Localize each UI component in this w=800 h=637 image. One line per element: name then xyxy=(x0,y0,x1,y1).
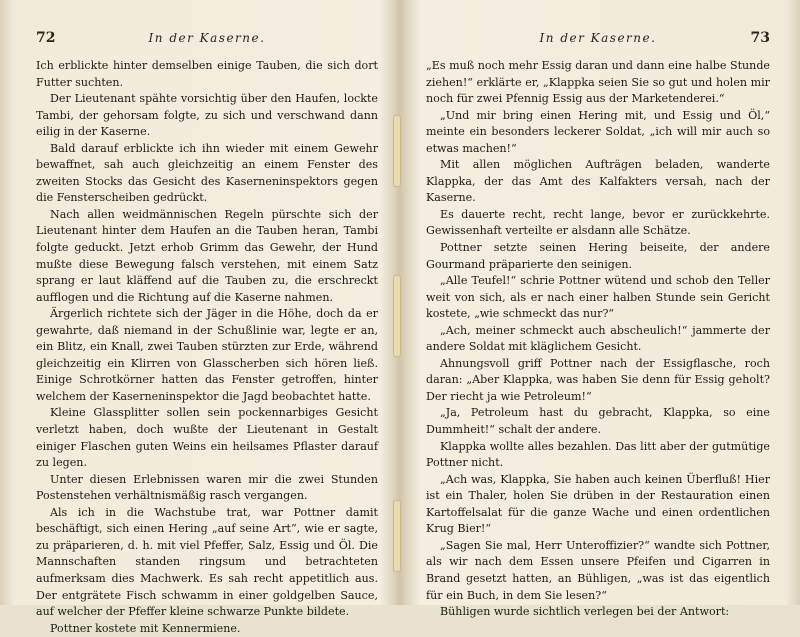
paragraph: Ich erblickte hinter demselben einige Tauben, die sich dort Futter suchten. xyxy=(36,59,378,89)
left-page-text xyxy=(36,58,378,637)
right-page xyxy=(400,0,800,619)
paragraph: Klappka wollte alles bezahlen. Das litt aber der gutmütige Pottner nicht. xyxy=(426,439,770,470)
paragraph: Kleine Glassplitter sollen sein pockennarbiges Gesicht verletzt haben, doch wußte der Lieutenant in Gestalt einiger Flaschen guten Weins ein heilsames Pflaster darauf zu legen. xyxy=(36,406,378,470)
paragraph: Nach allen weidmännischen Regeln pürschte sich der Lieutenant hinter dem Haufen an die Tauben heran, Tambi folgte geduckt. Jetzt erhob Grimm das Gewehr, der Hund mußte diese Bewegung falsch verstehen, mit einem Satz sprang er laut kläffend auf die Tauben zu, die erschreckt aufflogen und die Richtung auf die Kaserne nahmen. xyxy=(36,207,378,304)
page-number: 73 xyxy=(750,30,770,46)
paragraph: Mit allen möglichen Aufträgen beladen, wanderte Klappka, der das Amt des Kalfakters versah, nach der Kaserne. xyxy=(426,158,770,205)
paragraph: Bühligen wurde sichtlich verlegen bei der Antwort: xyxy=(440,605,730,619)
paragraph: „Und mir bring einen Hering mit, und Essig und Öl,“ meinte ein besonders leckerer Soldat, „ich will mir auch so etwas machen!“ xyxy=(426,108,770,155)
paragraph: „Ach was, Klappka, Sie haben auch keinen Überfluß! Hier ist ein Thaler, holen Sie drüben in der Restauration einen Kartoffelsalat für die ganze Wache und einen ordentlichen Krug Bier!“ xyxy=(426,472,770,536)
page-number: 72 xyxy=(36,30,56,46)
paragraph: „Ja, Petroleum hast du gebracht, Klappka, so eine Dummheit!“ schalt der andere. xyxy=(426,406,770,437)
paragraph: Es dauerte recht, recht lange, bevor er zurückkehrte. Gewissenhaft verteilte er alsdann alle Schätze. xyxy=(426,207,770,238)
running-title: In der Kaserne. xyxy=(539,31,657,45)
paragraph: Pottner setzte seinen Hering beiseite, der andere Gourmand präparierte den seinigen. xyxy=(426,241,770,271)
paragraph: „Es muß noch mehr Essig daran und dann eine halbe Stunde ziehen!“ erklärte er, „Klappka seien Sie so gut und holen mir noch für zwei Pfennig Essig aus der Marketenderei.“ xyxy=(426,59,770,106)
right-page-header xyxy=(426,30,770,50)
paragraph: Bald darauf erblickte ich ihn wieder mit einem Gewehr bewaffnet, sah auch gleichzeitig an einem Fenster des zweiten Stocks das Gesicht des Kaserneninspektors gegen die Fensterscheiben gedrückt. xyxy=(36,141,378,205)
paragraph: „Alle Teufel!“ schrie Pottner wütend und schob den Teller weit von sich, als er nach einer halben Stunde sein Gericht kostete, „wie schmeckt das nur?“ xyxy=(426,274,770,321)
running-title: In der Kaserne. xyxy=(148,31,266,45)
paragraph: „Sagen Sie mal, Herr Unteroffizier?“ wandte sich Pottner, als wir nach dem Essen unsere Pfeifen und Cigarren in Brand gesetzt hatten, an Bühligen, „was ist das eigentlich für ein Buch, in dem Sie lesen?“ xyxy=(426,538,770,602)
left-page-header xyxy=(36,30,378,50)
paragraph: Unter diesen Erlebnissen waren mir die zwei Stunden Postenstehen verhältnismäßig rasch vergangen. xyxy=(36,472,378,503)
right-page-text xyxy=(426,58,770,621)
paragraph: Als ich in die Wachstube trat, war Pottner damit beschäftigt, sich einen Hering „auf seine Art“, wie er sagte, zu präparieren, d. h. mit viel Pfeffer, Salz, Essig und Öl. Die Mannschaften standen ringsum und betrachteten aufmerksam dies Machwerk. Es sah recht appetitlich aus. Der entgrätete Fisch schwamm in einer goldgelben Sauce, auf welcher der Pfeffer kleine schwarze Punkte bildete. xyxy=(36,505,378,619)
paragraph: Der Lieutenant spähte vorsichtig über den Haufen, lockte Tambi, der gehorsam folgte, zu sich und verschwand dann eilig in der Kaserne. xyxy=(36,92,378,139)
paragraph: Ahnungsvoll griff Pottner nach der Essigflasche, roch daran: „Aber Klappka, was haben Sie denn für Essig geholt? Der riecht ja wie Petroleum!“ xyxy=(426,356,770,403)
paragraph: Ärgerlich richtete sich der Jäger in die Höhe, doch da er gewahrte, daß niemand in der Schußlinie war, legte er an, ein Blitz, ein Knall, zwei Tauben stürzten zur Erde, während gleichzeitig ein Klirren von Glasscherben sich hören ließ. Einige Schrotkörner hatten das Fenster getroffen, hinter welchem der Kaserneninspektor die Jagd beobachtet hatte. xyxy=(36,307,378,403)
paragraph: „Ach, meiner schmeckt auch abscheulich!“ jammerte der andere Soldat mit kläglichem Gesicht. xyxy=(426,323,770,354)
paragraph: Pottner kostete mit Kennermiene. xyxy=(50,621,241,635)
left-page xyxy=(0,0,400,635)
